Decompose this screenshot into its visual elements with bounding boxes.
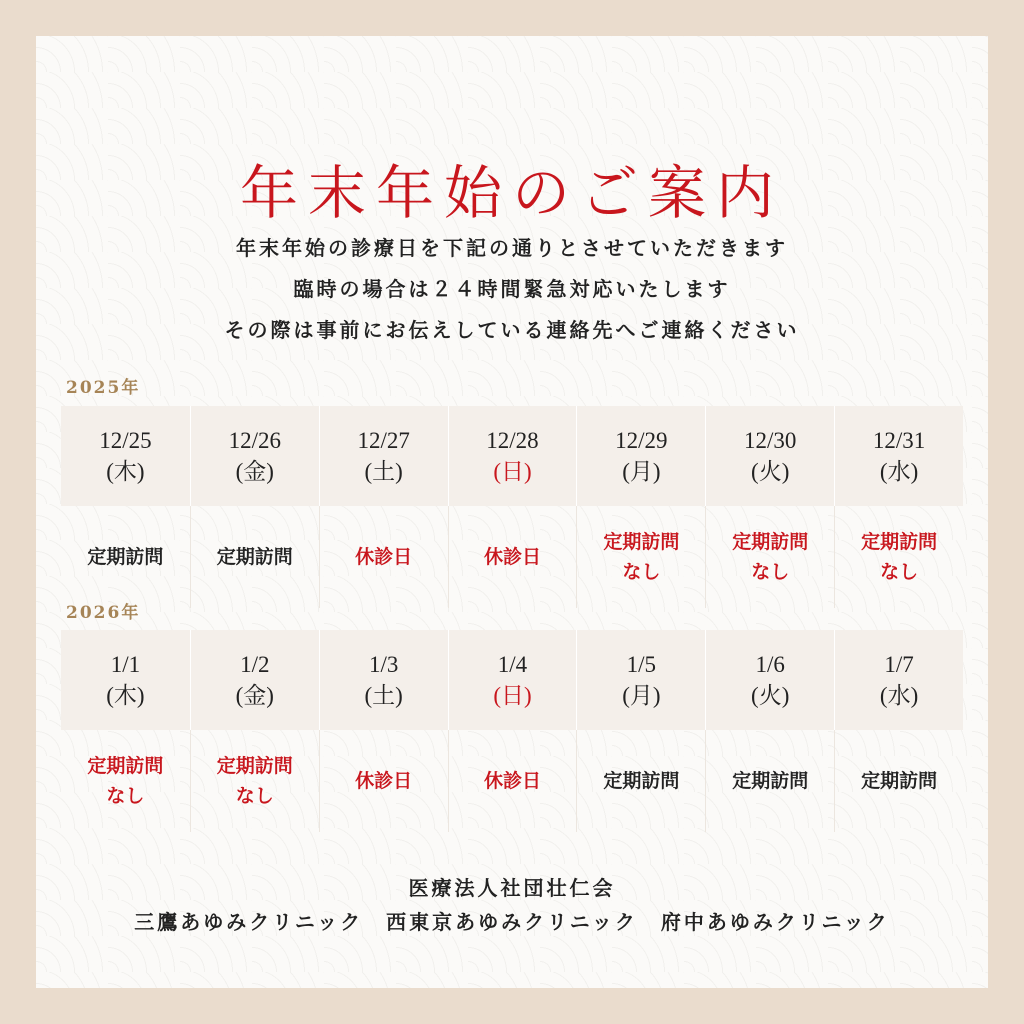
status-text: なし — [880, 561, 919, 583]
status-cell — [576, 506, 705, 608]
date-label: 12/28 — [486, 428, 539, 453]
date-header — [61, 406, 190, 506]
date-label: 12/30 — [744, 428, 797, 453]
date-label: 1/1 — [110, 652, 141, 677]
status-cell — [834, 506, 963, 608]
weekday-label: (土) — [364, 459, 403, 484]
status-text: 定期訪問 — [603, 770, 680, 792]
status-text: 休診日 — [355, 770, 413, 792]
weekday-label: (日) — [493, 683, 532, 708]
weekday-label: (火) — [751, 459, 790, 484]
year-label-2026: 2026年 — [66, 603, 141, 623]
date-label: 1/2 — [240, 652, 270, 677]
status-cell — [448, 506, 577, 608]
intro-text — [36, 228, 988, 351]
schedule-table-2026 — [61, 630, 963, 832]
status-text: 休診日 — [355, 546, 413, 568]
clinic-names: 三鷹あゆみクリニック 西東京あゆみクリニック 府中あゆみクリニック — [134, 910, 890, 934]
weekday-label: (水) — [879, 459, 919, 484]
date-header — [576, 630, 705, 730]
year-label-2025: 2025年 — [66, 378, 141, 398]
status-text: 定期訪問 — [861, 770, 938, 792]
status-cell — [576, 730, 705, 832]
weekday-label: (水) — [879, 683, 919, 708]
page-title: 年末年始のご案内 — [239, 159, 784, 227]
weekday-label: (月) — [622, 683, 661, 708]
date-label: 12/29 — [615, 428, 668, 453]
status-text: なし — [622, 561, 661, 583]
status-text: 休診日 — [483, 770, 541, 792]
status-cell — [61, 506, 190, 608]
date-label: 12/25 — [99, 428, 152, 453]
status-text: 定期訪問 — [87, 546, 164, 568]
intro-line: その際は事前にお伝えしている連絡先へご連絡ください — [224, 318, 800, 342]
weekday-label: (日) — [493, 459, 532, 484]
date-label: 1/4 — [497, 652, 528, 677]
status-cell — [319, 506, 448, 608]
status-text: 定期訪問 — [732, 770, 809, 792]
date-header — [319, 406, 448, 506]
date-header — [705, 406, 834, 506]
date-label: 12/27 — [357, 428, 410, 453]
date-header — [448, 406, 577, 506]
status-cell — [705, 506, 834, 608]
weekday-label: (金) — [235, 683, 274, 708]
date-header — [190, 406, 319, 506]
status-cell — [319, 730, 448, 832]
date-label: 1/7 — [884, 652, 914, 677]
weekday-label: (金) — [235, 459, 274, 484]
date-header — [705, 630, 834, 730]
status-cell — [834, 730, 963, 832]
weekday-label: (木) — [106, 683, 145, 708]
weekday-label: (月) — [622, 459, 661, 484]
date-label: 12/31 — [872, 428, 926, 453]
date-header — [61, 630, 190, 730]
date-header — [190, 630, 319, 730]
status-cell — [448, 730, 577, 832]
status-text: 定期訪問 — [216, 546, 293, 568]
organization-name: 医療法人社団壮仁会 — [408, 876, 616, 900]
date-label: 1/6 — [755, 652, 785, 677]
announcement-card — [36, 36, 988, 988]
date-header — [834, 630, 963, 730]
status-text: なし — [235, 785, 274, 807]
date-header — [319, 630, 448, 730]
status-text: 定期訪問 — [603, 531, 680, 553]
status-text: 定期訪問 — [216, 755, 293, 777]
date-label: 1/5 — [626, 652, 657, 677]
weekday-label: (土) — [364, 683, 403, 708]
status-text: 休診日 — [483, 546, 541, 568]
weekday-label: (火) — [751, 683, 790, 708]
weekday-label: (木) — [106, 459, 145, 484]
status-cell — [190, 730, 319, 832]
date-header — [448, 630, 577, 730]
date-header — [834, 406, 963, 506]
status-text: なし — [751, 561, 790, 583]
status-cell — [61, 730, 190, 832]
intro-line: 年末年始の診療日を下記の通りとさせていただきます — [236, 236, 788, 260]
date-label: 12/26 — [228, 428, 281, 453]
intro-line: 臨時の場合は２４時間緊急対応いたします — [293, 277, 731, 301]
status-text: 定期訪問 — [861, 531, 938, 553]
status-text: なし — [106, 785, 145, 807]
status-text: 定期訪問 — [87, 755, 164, 777]
schedule-table-2025 — [61, 406, 963, 608]
date-header — [576, 406, 705, 506]
status-text: 定期訪問 — [732, 531, 809, 553]
status-cell — [705, 730, 834, 832]
date-label: 1/3 — [368, 652, 399, 677]
status-cell — [190, 506, 319, 608]
